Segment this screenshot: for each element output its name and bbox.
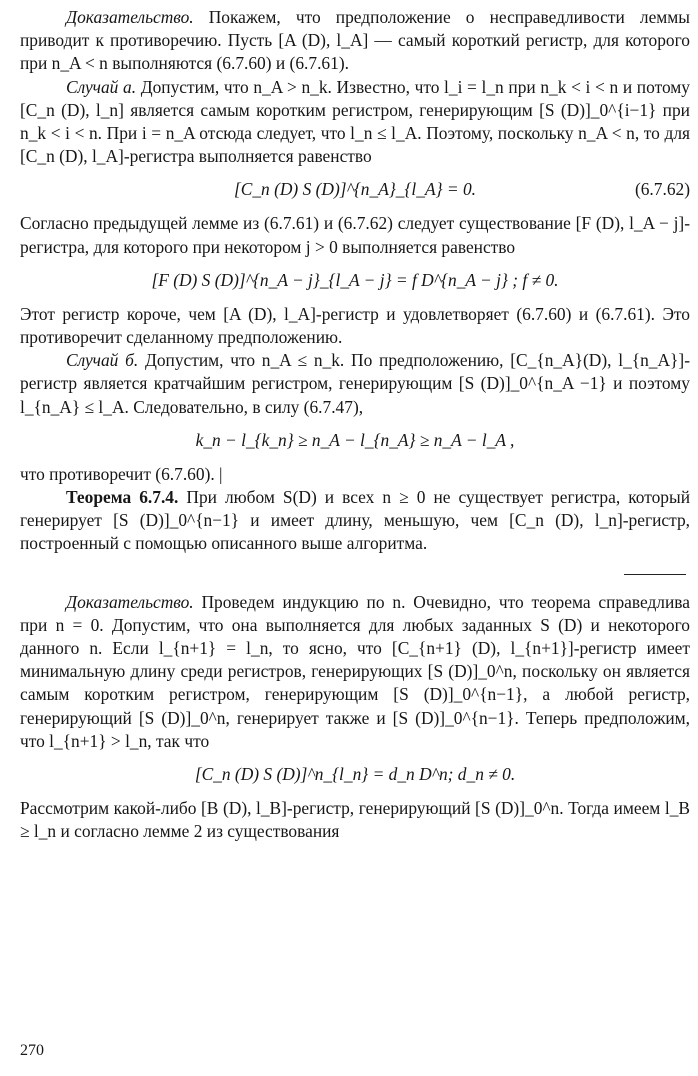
equation-number: (6.7.62) bbox=[634, 179, 690, 200]
equation-text: [C_n (D) S (D)]^n_{l_n} = d_n D^n; d_n ≠ 0. bbox=[194, 764, 516, 785]
paragraph-text: Согласно предыдущей лемме из (6.7.61) и (6.7.62) следует существование [F (D), l_A − j]-регистра, для которого при некотором j > 0 выполняется равенство bbox=[20, 213, 690, 257]
equation-6-7-62 bbox=[20, 174, 690, 204]
equation-f-register bbox=[20, 265, 690, 295]
proof-text: Проведем индукцию по n. Очевидно, что теорема справедлива при n = 0. Допустим, что она выполняется для любых заданных S (D) и некоторого данного n. Если l_{n+1} = l_n, то ясно, что [C_{n+1} (D), l_{n+1}]-регистр имеет минимальную длину среди регистров, генерирующих [S (D)]_0^n, поскольку он является самым коротким регистром, генерирующим [S (D)]_0^{n−1}, а любой регистр, генерирующий [S (D)]_0^n, генерирует также и [S (D)]_0^{n−1}. Теперь предположим, что l_{n+1} > l_n, так что bbox=[20, 591, 690, 751]
case-a-lead: Случай а. bbox=[66, 76, 137, 97]
case-b-paragraph bbox=[20, 349, 690, 419]
lemma-consequence-paragraph bbox=[20, 212, 690, 258]
contradiction-paragraph bbox=[20, 303, 690, 349]
equation-cn-sd bbox=[20, 759, 690, 789]
equation-text: k_n − l_{k_n} ≥ n_A − l_{n_A} ≥ n_A − l_A , bbox=[195, 429, 515, 450]
case-b-lead: Случай б. bbox=[66, 350, 139, 371]
paragraph-text: Этот регистр короче, чем [A (D), l_A]-регистр и удовлетворяет (6.7.60) и (6.7.61). Это противоречит сделанному предположению. bbox=[20, 303, 690, 348]
paragraph-text: Рассмотрим какой-либо [B (D), l_B]-регистр, генерирующий [S (D)]_0^n. Тогда имеем l_B ≥ l_n и согласно лемме 2 из существования bbox=[20, 798, 690, 842]
equation-inequality bbox=[20, 425, 690, 455]
proof-paragraph bbox=[20, 6, 690, 76]
section-divider bbox=[624, 574, 686, 575]
proof-lead: Доказательство. bbox=[66, 7, 194, 27]
theorem-text: При любом S(D) и всех n ≥ 0 не существует регистра, который генерирует [S (D)]_0^{n−1} и имеет длину, меньшую, чем [C_n (D), l_n]-регистр, построенный с помощью описанного выше алгоритма. bbox=[20, 487, 690, 554]
theorem-paragraph bbox=[20, 486, 690, 556]
contradiction-end-paragraph bbox=[20, 463, 690, 486]
equation-text: [C_n (D) S (D)]^{n_A}_{l_A} = 0. bbox=[233, 179, 477, 200]
page-number: 270 bbox=[20, 1041, 44, 1059]
book-page bbox=[20, 6, 690, 1066]
paragraph-text: что противоречит (6.7.60). | bbox=[20, 463, 223, 484]
proof-lead: Доказательство. bbox=[66, 591, 194, 612]
proof-text: Покажем, что предположение о несправедливости леммы приводит к противоречию. Пусть [A (D), l_A] — самый короткий регистр, для которого при n_A < n выполняются (6.7.60) и (6.7.61). bbox=[20, 7, 690, 74]
case-a-text: Допустим, что n_A > n_k. Известно, что l_i = l_n при n_k < i < n и потому [C_n (D), l_n] является самым коротким регистром, генерирующим [S (D)]_0^{i−1} при n_k < i < n. При i = n_A отсюда следует, что l_n ≤ l_A. Поэтому, поскольку n_A < n, то для [C_n (D), l_A]-регистра выполняется равенство bbox=[20, 76, 691, 167]
equation-text: [F (D) S (D)]^{n_A − j}_{l_A − j} = f D^{n_A − j} ; f ≠ 0. bbox=[151, 269, 559, 290]
case-a-paragraph bbox=[20, 76, 690, 169]
final-paragraph bbox=[20, 797, 690, 843]
theorem-lead: Теорема 6.7.4. bbox=[66, 487, 179, 508]
case-b-text: Допустим, что n_A ≤ n_k. По предположению, [C_{n_A}(D), l_{n_A}]-регистр является кратчайшим регистром, генерирующим [S (D)]_0^{n_A −1} и поэтому l_{n_A} ≤ l_A. Следовательно, в силу (6.7.47), bbox=[20, 350, 690, 417]
theorem-proof-paragraph bbox=[20, 591, 690, 753]
